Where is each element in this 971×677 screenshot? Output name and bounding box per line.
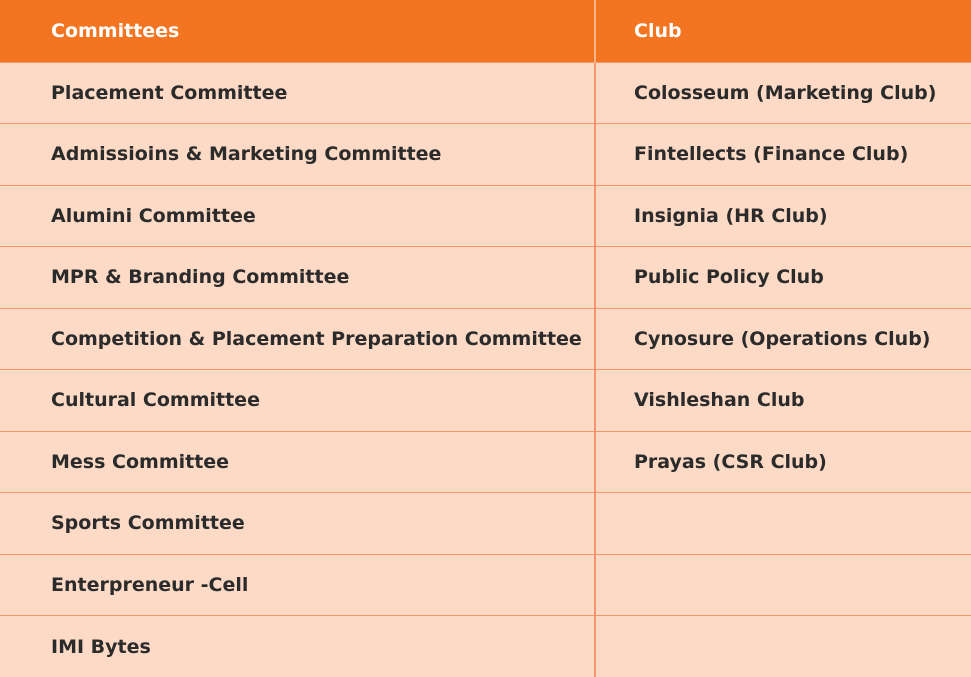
club-cell: Cynosure (Operations Club) [595, 308, 971, 370]
committee-cell: MPR & Branding Committee [0, 247, 595, 309]
table-row [0, 554, 971, 616]
club-cell: Fintellects (Finance Club) [595, 124, 971, 186]
table-row [0, 493, 971, 555]
table-row [0, 431, 971, 493]
committee-cell: Placement Committee [0, 62, 595, 124]
table-row [0, 124, 971, 186]
table-row [0, 308, 971, 370]
table-row [0, 247, 971, 309]
club-cell [595, 554, 971, 616]
club-cell: Public Policy Club [595, 247, 971, 309]
club-cell [595, 493, 971, 555]
club-cell: Prayas (CSR Club) [595, 431, 971, 493]
table-row [0, 185, 971, 247]
table-row [0, 62, 971, 124]
club-cell [595, 616, 971, 677]
club-cell: Vishleshan Club [595, 370, 971, 432]
committee-cell: Competition & Placement Preparation Committee [0, 308, 595, 370]
table-header-row [0, 0, 971, 62]
committee-cell: Alumini Committee [0, 185, 595, 247]
club-header: Club [595, 0, 971, 62]
committee-cell: Mess Committee [0, 431, 595, 493]
table-row [0, 370, 971, 432]
committee-cell: Sports Committee [0, 493, 595, 555]
table-row [0, 616, 971, 677]
club-cell: Colosseum (Marketing Club) [595, 62, 971, 124]
committee-cell: Cultural Committee [0, 370, 595, 432]
club-cell: Insignia (HR Club) [595, 185, 971, 247]
committees-header: Committees [0, 0, 595, 62]
committee-cell: Enterpreneur -Cell [0, 554, 595, 616]
committee-cell: Admissioins & Marketing Committee [0, 124, 595, 186]
committee-cell: IMI Bytes [0, 616, 595, 677]
